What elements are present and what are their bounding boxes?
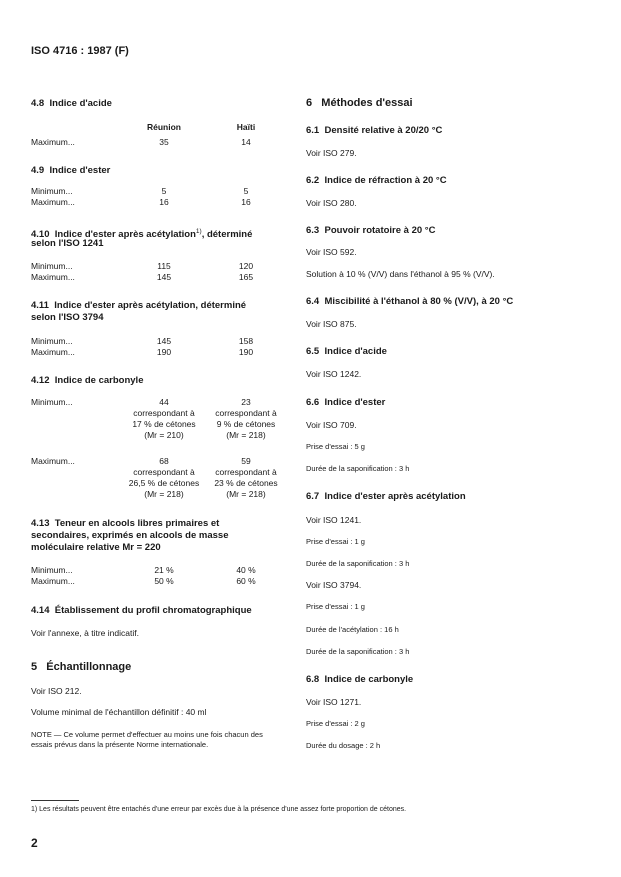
section-4-14-text: Voir l'annexe, à titre indicatif. bbox=[31, 628, 139, 638]
section-number: 4.14 bbox=[31, 605, 50, 616]
value-cell: 21 % bbox=[154, 565, 174, 575]
section-4-12-heading bbox=[31, 375, 143, 387]
value-cell: 23 % de cétones bbox=[214, 478, 278, 488]
section-number: 6.8 bbox=[306, 674, 320, 685]
value-cell: (Mr = 218) bbox=[226, 489, 266, 499]
section-number: 6.4 bbox=[306, 296, 320, 307]
value-cell: 145 bbox=[156, 272, 172, 282]
section-title: Indice d'ester après acétylation, déterminé bbox=[54, 300, 247, 311]
value-cell: 59 bbox=[241, 456, 251, 466]
section-6-1-heading bbox=[306, 125, 442, 137]
value-cell: 50 % bbox=[154, 576, 174, 586]
section-text: Prise d'essai : 1 g bbox=[306, 602, 365, 611]
value-cell: 17 % de cétones bbox=[132, 419, 196, 429]
row-label-minimum: Minimum... bbox=[31, 397, 73, 407]
section-title: Indice d'ester après acétylation bbox=[324, 491, 466, 502]
value-cell: 190 bbox=[238, 347, 254, 357]
section-6-2-heading bbox=[306, 175, 447, 187]
column-header-reunion: Réunion bbox=[147, 122, 181, 132]
section-title: Miscibilité à l'éthanol à 80 % (V/V), à 20 °C bbox=[324, 296, 514, 307]
section-number: 6.2 bbox=[306, 175, 320, 186]
section-title: Indice d'ester bbox=[49, 165, 111, 176]
value-cell: (Mr = 210) bbox=[144, 430, 184, 440]
section-title: Pouvoir rotatoire à 20 °C bbox=[324, 225, 436, 236]
section-title: Échantillonnage bbox=[46, 661, 132, 673]
section-number: 5 bbox=[31, 661, 38, 673]
section-6-heading bbox=[306, 97, 413, 109]
value-cell: 68 bbox=[159, 456, 169, 466]
column-header-haiti: Haïti bbox=[236, 122, 256, 132]
section-5-text: Volume minimal de l'échantillon définitif : 40 ml bbox=[31, 707, 207, 717]
section-title: Indice d'ester après acétylation bbox=[54, 229, 196, 241]
section-number: 4.8 bbox=[31, 98, 45, 109]
section-text: Prise d'essai : 1 g bbox=[306, 537, 365, 546]
section-4-11-heading bbox=[31, 300, 246, 312]
section-title: Densité relative à 20/20 °C bbox=[324, 125, 443, 136]
section-text: Voir ISO 1241. bbox=[306, 515, 362, 525]
section-number: 4.11 bbox=[31, 300, 49, 311]
value-cell: 145 bbox=[156, 336, 172, 346]
value-cell: 35 bbox=[159, 137, 169, 147]
row-label-minimum: Minimum... bbox=[31, 565, 73, 575]
section-title: Indice d'acide bbox=[324, 346, 387, 357]
row-label-minimum: Minimum... bbox=[31, 261, 73, 271]
value-cell: 190 bbox=[156, 347, 172, 357]
value-cell: (Mr = 218) bbox=[144, 489, 184, 499]
section-text: Durée de la saponification : 3 h bbox=[306, 559, 410, 568]
section-6-5-heading bbox=[306, 346, 387, 358]
value-cell: correspondant à bbox=[133, 467, 195, 477]
section-text: Voir ISO 1242. bbox=[306, 369, 362, 379]
section-text: Voir ISO 709. bbox=[306, 420, 357, 430]
section-text: Voir ISO 875. bbox=[306, 319, 357, 329]
section-text: Voir ISO 280. bbox=[306, 198, 357, 208]
section-text: Voir ISO 1271. bbox=[306, 697, 362, 707]
footnote-marker: 1) bbox=[195, 228, 202, 235]
section-title: Indice d'ester bbox=[324, 397, 386, 408]
row-label-maximum: Maximum... bbox=[31, 576, 75, 586]
value-cell: 40 % bbox=[236, 565, 256, 575]
value-cell: 165 bbox=[238, 272, 254, 282]
section-4-13-heading bbox=[31, 518, 219, 530]
section-4-13-heading-line2: secondaires, exprimés en alcools de masse bbox=[31, 530, 229, 541]
footnote: 1) Les résultats peuvent être entachés d'une erreur par excès due à la présence d'une assez forte proportion de cétones. bbox=[31, 806, 407, 813]
section-text: Durée de la saponification : 3 h bbox=[306, 647, 410, 656]
value-cell: 5 bbox=[243, 186, 249, 196]
page-number: 2 bbox=[31, 836, 38, 850]
section-number: 6.5 bbox=[306, 346, 320, 357]
section-4-11-heading-line2: selon l'ISO 3794 bbox=[31, 312, 104, 323]
section-4-10-heading-line2: selon l'ISO 1241 bbox=[31, 238, 104, 249]
row-label-minimum: Minimum... bbox=[31, 336, 73, 346]
section-4-14-heading bbox=[31, 605, 252, 617]
section-title: Indice de carbonyle bbox=[54, 375, 144, 386]
section-6-8-heading bbox=[306, 674, 413, 686]
row-label-maximum: Maximum... bbox=[31, 272, 75, 282]
section-text: Voir ISO 592. bbox=[306, 247, 357, 257]
section-number: 4.10 bbox=[31, 229, 50, 241]
value-cell: 158 bbox=[238, 336, 254, 346]
value-cell: 16 bbox=[241, 197, 251, 207]
section-title: Indice de carbonyle bbox=[324, 674, 414, 685]
note-line: essais prévus dans la présente Norme internationale. bbox=[31, 740, 209, 749]
section-title: Établissement du profil chromatographique bbox=[54, 605, 252, 616]
row-label-maximum: Maximum... bbox=[31, 347, 75, 357]
value-cell: 16 bbox=[159, 197, 169, 207]
section-title: Teneur en alcools libres primaires et bbox=[54, 518, 220, 529]
section-text: Solution à 10 % (V/V) dans l'éthanol à 95 % (V/V). bbox=[306, 269, 495, 279]
section-text: Prise d'essai : 5 g bbox=[306, 442, 365, 451]
section-6-3-heading bbox=[306, 225, 435, 237]
section-number: 6.3 bbox=[306, 225, 320, 236]
section-number: 6.6 bbox=[306, 397, 320, 408]
section-4-13-heading-line3: moléculaire relative Mr = 220 bbox=[31, 542, 161, 553]
section-text: Durée du dosage : 2 h bbox=[306, 741, 381, 750]
value-cell: 115 bbox=[157, 261, 171, 271]
section-title: Indice de réfraction à 20 °C bbox=[324, 175, 447, 186]
section-text: Durée de la saponification : 3 h bbox=[306, 464, 410, 473]
value-cell: correspondant à bbox=[133, 408, 195, 418]
section-text: Durée de l'acétylation : 16 h bbox=[306, 625, 399, 634]
section-title: Indice d'acide bbox=[49, 98, 112, 109]
note-line: NOTE — Ce volume permet d'effectuer au moins une fois chacun des bbox=[31, 730, 263, 739]
value-cell: 23 bbox=[241, 397, 251, 407]
section-title-cont: , déterminé bbox=[201, 229, 253, 241]
value-cell: 5 bbox=[161, 186, 167, 196]
section-4-9-heading bbox=[31, 165, 110, 177]
page-header: ISO 4716 : 1987 (F) bbox=[31, 45, 129, 57]
section-number: 6.7 bbox=[306, 491, 320, 502]
value-cell: 120 bbox=[238, 261, 254, 271]
section-number: 4.13 bbox=[31, 518, 50, 529]
value-cell: correspondant à bbox=[215, 408, 277, 418]
section-5-heading bbox=[31, 661, 131, 673]
section-number: 6 bbox=[306, 97, 313, 109]
value-cell: 26,5 % de cétones bbox=[128, 478, 200, 488]
footnote-rule bbox=[31, 800, 79, 801]
value-cell: 9 % de cétones bbox=[216, 419, 276, 429]
section-6-6-heading bbox=[306, 397, 385, 409]
section-6-7-heading bbox=[306, 491, 466, 503]
row-label-maximum: Maximum... bbox=[31, 197, 75, 207]
section-title: Méthodes d'essai bbox=[321, 97, 413, 109]
section-text: Voir ISO 279. bbox=[306, 148, 357, 158]
value-cell: correspondant à bbox=[215, 467, 277, 477]
row-label-minimum: Minimum... bbox=[31, 186, 73, 196]
value-cell: 44 bbox=[159, 397, 169, 407]
section-number: 6.1 bbox=[306, 125, 320, 136]
row-label-maximum: Maximum... bbox=[31, 456, 75, 466]
section-text: Voir ISO 3794. bbox=[306, 580, 362, 590]
section-text: Prise d'essai : 2 g bbox=[306, 719, 365, 728]
value-cell: 60 % bbox=[236, 576, 256, 586]
section-number: 4.9 bbox=[31, 165, 45, 176]
value-cell: 14 bbox=[241, 137, 251, 147]
row-label-maximum: Maximum... bbox=[31, 137, 75, 147]
section-6-4-heading bbox=[306, 296, 513, 308]
section-number: 4.12 bbox=[31, 375, 50, 386]
section-4-8-heading bbox=[31, 98, 112, 110]
value-cell: (Mr = 218) bbox=[226, 430, 266, 440]
section-5-text: Voir ISO 212. bbox=[31, 686, 82, 696]
